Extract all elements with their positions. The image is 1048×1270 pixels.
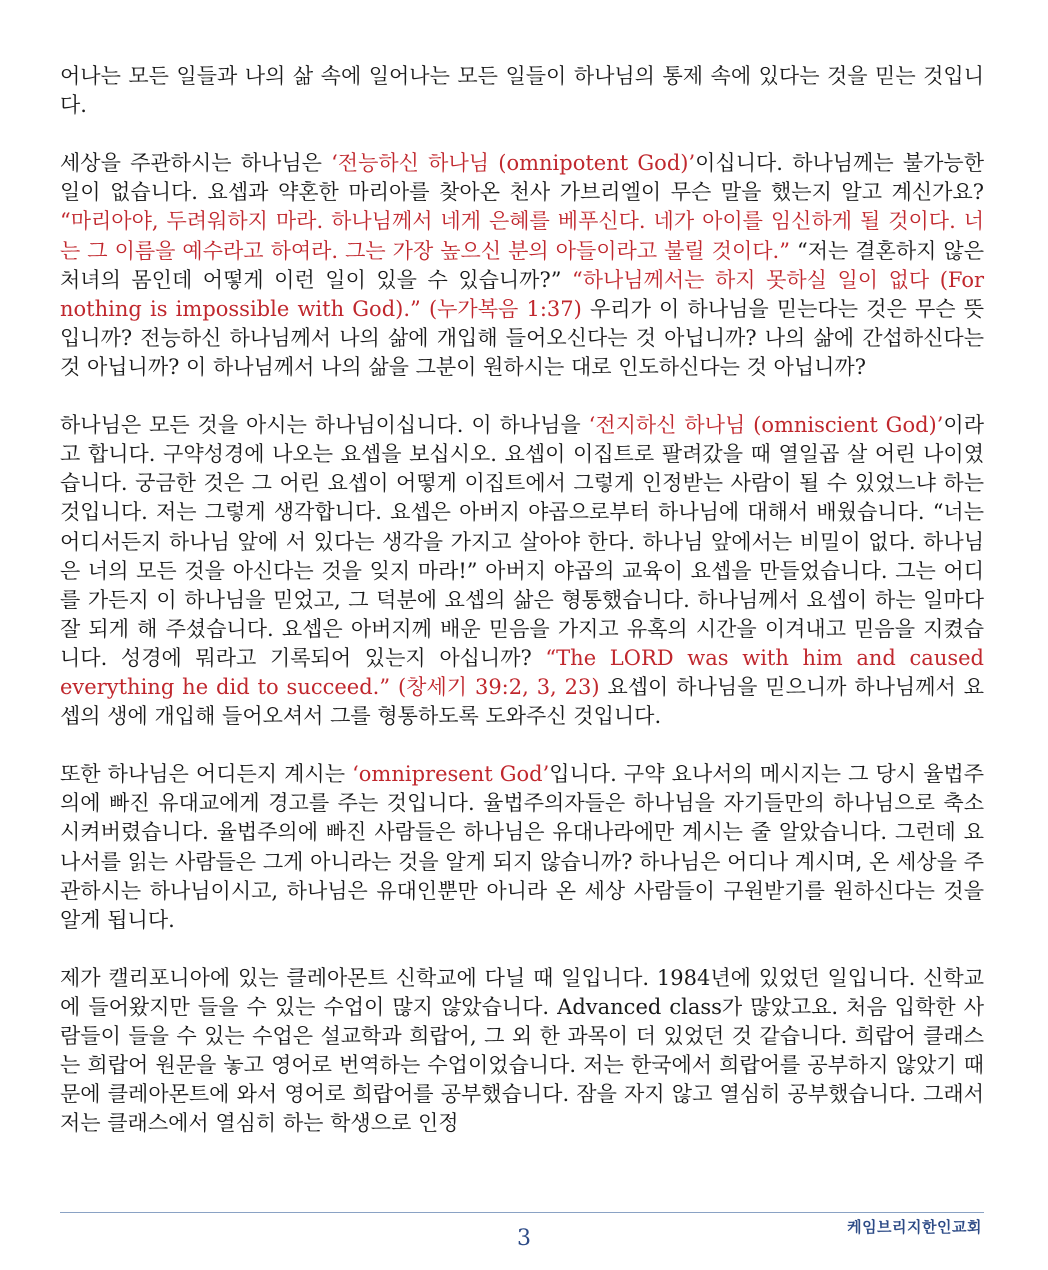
page-number: 3 [517, 1226, 531, 1251]
scripture-quote: “하나님께서는 하지 못하실 일이 없다 (For nothing is impossible with God).” (누가복음 1:37) [60, 267, 984, 321]
text-run: 하나님은 모든 것을 아시는 하나님이십니다. 이 하나님을 [60, 413, 589, 438]
text-run: 요셉이 하나님을 믿으니까 하나님께서 요셉의 생에 개입해 들어오셔서 그를 형통하도록 도와주신 것입니다. [60, 674, 984, 729]
text-run: 입니다. 구약 요나서의 메시지는 그 당시 율법주의에 빠진 유대교에게 경고를 주는 것입니다. 율법주의자들은 하나님을 자기들만의 하나님으로 축소시켜버렸습니다. 율법주의에 빠진 사람들은 하나님은 유대나라에만 계시는 줄 알았습니다. 그런데 요나서를 읽는 사람들은 그게 아니라는 것을 알게 되지 않습니까? 하나님은 어디나 계시며, 온 세상을 주관하시는 하나님이시고, 하나님은 유대인뿐만 아니라 온 세상 사람들이 구원받기를 원하신다는 것을 알게 됩니다. [60, 762, 984, 932]
scripture-quote: “The LORD was with him and caused everything he did to succeed.” (창세기 39:2, 3, 23) [60, 645, 984, 699]
paragraph [60, 760, 984, 935]
highlighted-term: ‘전능하신 하나님 (omnipotent God)’ [331, 151, 696, 176]
paragraph [60, 411, 984, 731]
paragraph [60, 62, 984, 120]
church-name: 케임브리지한인교회 [847, 1218, 982, 1236]
text-run: 이십니다. 하나님께는 불가능한 일이 없습니다. 요셉과 약혼한 마리아를 찾아온 천사 가브리엘이 무슨 말을 했는지 알고 계신가요? [60, 151, 984, 205]
text-run: 우리가 이 하나님을 믿는다는 것은 무슨 뜻입니까? 전능하신 하나님께서 나의 삶에 개입해 들어오신다는 것 아닙니까? 나의 삶에 간섭하신다는 것 아닙니까? 이 하나님께서 나의 삶을 그분이 원하시는 대로 인도하신다는 것 아닙니까? [60, 296, 985, 379]
highlighted-term: ‘omnipresent God’ [352, 762, 550, 787]
paragraph [60, 964, 984, 1139]
sermon-body [60, 62, 984, 1168]
scripture-quote: “마리아야, 두려워하지 마라. 하나님께서 네게 은혜를 베푸신다. 네가 아이를 임신하게 될 것이다. 너는 그 이름을 예수라고 하여라. 그는 가장 높으신 분의 아들이라고 불릴 것이다.” [60, 209, 984, 263]
text-run: 이라고 합니다. 구약성경에 나오는 요셉을 보십시오. 요셉이 이집트로 팔려갔을 때 열일곱 살 어린 나이였습니다. 궁금한 것은 그 어린 요셉이 어떻게 이집트에서 그렇게 인정받는 사람이 될 수 있었느냐 하는 것입니다. 저는 그렇게 생각합니다. 요셉은 아버지 야곱으로부터 하나님에 대해서 배웠습니다. “너는 어디서든지 하나님 앞에 서 있다는 생각을 가지고 살아야 한다. 하나님 앞에서는 비밀이 없다. 하나님은 너의 모든 것을 아신다는 것을 잊지 마라!” 아버지 야곱의 교육이 요셉을 만들었습니다. 그는 어디를 가든지 이 하나님을 믿었고, 그 덕분에 요셉의 삶은 형통했습니다. 하나님께서 요셉이 하는 일마다 잘 되게 해 주셨습니다. 요셉은 아버지께 배운 믿음을 가지고 유혹의 시간을 이겨내고 믿음을 지켰습니다. 성경에 뭐라고 기록되어 있는지 아십니까? [60, 413, 984, 670]
text-run: 어나는 모든 일들과 나의 삶 속에 일어나는 모든 일들이 하나님의 통제 속에 있다는 것을 믿는 것입니다. [60, 64, 984, 118]
text-run: 또한 하나님은 어디든지 계시는 [60, 762, 353, 787]
text-run: “저는 결혼하지 않은 처녀의 몸인데 어떻게 이런 일이 있을 수 있습니까?” [60, 238, 984, 292]
text-run: 세상을 주관하시는 하나님은 [60, 151, 332, 176]
paragraph [60, 149, 984, 382]
text-run: 제가 캘리포니아에 있는 클레아몬트 신학교에 다닐 때 일입니다. 1984년에 있었던 일입니다. 신학교에 들어왔지만 들을 수 있는 수업이 많지 않았습니다. Advanced class가 많았고요. 처음 입학한 사람들이 들을 수 있는 수업은 설교학과 희랍어, 그 외 한 과목이 더 있었던 것 같습니다. 희랍어 클래스는 희랍어 원문을 놓고 영어로 번역하는 수업이었습니다. 저는 한국에서 희랍어를 공부하지 않았기 때문에 클레아몬트에 와서 영어로 희랍어를 공부했습니다. 잠을 자지 않고 열심히 공부했습니다. 그래서 저는 클래스에서 열심히 하는 학생으로 인정 [60, 965, 984, 1136]
footer-divider [60, 1212, 984, 1213]
highlighted-term: ‘전지하신 하나님 (omniscient God)’ [588, 413, 944, 438]
